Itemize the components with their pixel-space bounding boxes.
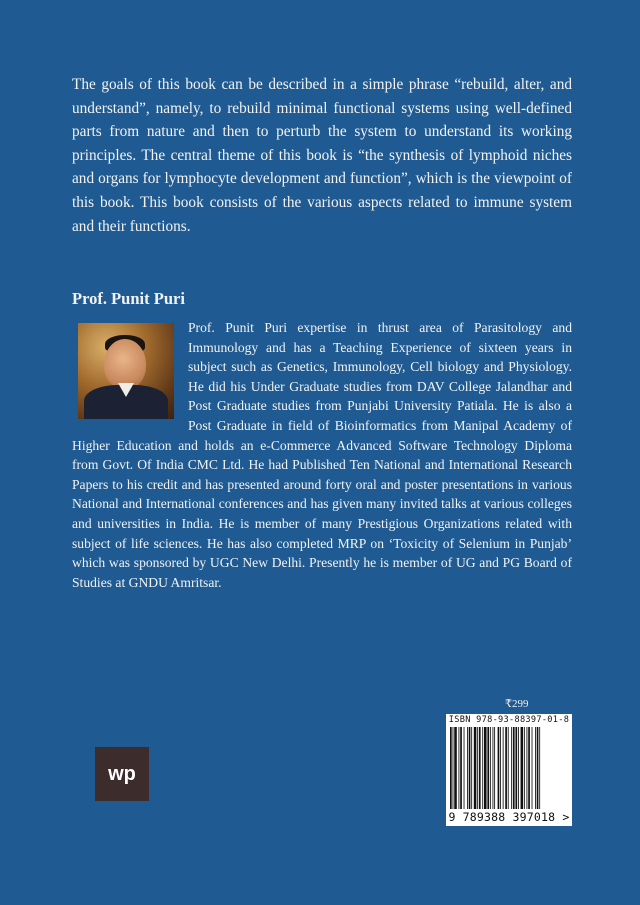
- barcode-bar: [460, 727, 462, 809]
- barcode-bar: [513, 727, 515, 809]
- barcode-bar: [474, 727, 477, 809]
- barcode-bar: [464, 727, 465, 809]
- barcode-bar: [518, 727, 519, 809]
- barcode-bar: [494, 727, 495, 809]
- barcode-bars: [450, 727, 568, 809]
- barcode-bar: [505, 727, 507, 809]
- barcode-bar: [500, 727, 501, 809]
- author-photo: [78, 323, 174, 419]
- barcode-bar: [482, 727, 483, 809]
- barcode-bar: [454, 727, 457, 809]
- author-bio: Prof. Punit Puri expertise in thrust area of Parasitology and Immunology and has a Teaching Experience of sixteen years in subject such as Genetics, Immunology, Cell biology and Physiology. He did his Under Graduate studies from DAV College Jalandhar and Post Graduate studies from Punjabi University Patiala. He is also a Post Graduate in field of Bioinformatics from Manipal Academy of Higher Education and holds an e-Commerce Advanced Software Technology Diploma from Govt. Of India CMC Ltd. He had Published Ten National and International Research Papers to his credit and has presented around forty oral and poster presentations in various National and International conferences and has given many invited talks at various colleges and universities in India. He is member of many Prestigious Organizations related with subject of life sciences. He has also completed MRP on ‘Toxicity of Selenium in Punjab’ which was sponsored by UGC New Delhi. Presently he is member of UG and PG Board of Studies at GNDU Amritsar.: [72, 320, 572, 590]
- barcode-bar: [467, 727, 468, 809]
- barcode-bar: [477, 727, 478, 809]
- barcode-bar: [490, 727, 491, 809]
- isbn-digits: 9 789388 397018 >: [448, 810, 570, 824]
- barcode-bar: [471, 727, 472, 809]
- isbn-label: ISBN 978-93-88397-01-8: [448, 715, 570, 725]
- barcode-bar: [469, 727, 471, 809]
- author-bio-block: [72, 318, 572, 592]
- barcode-bar: [493, 727, 494, 809]
- isbn-barcode: [446, 714, 572, 826]
- barcode-bar: [484, 727, 487, 809]
- barcode-bar: [539, 727, 540, 809]
- barcode-bar: [479, 727, 481, 809]
- barcode-bar: [532, 727, 533, 809]
- barcode-bar: [521, 727, 524, 809]
- author-name: Prof. Punit Puri: [72, 289, 185, 308]
- barcode-bar: [498, 727, 500, 809]
- barcode-bar: [508, 727, 509, 809]
- barcode-bar: [528, 727, 530, 809]
- barcode-bar: [527, 727, 528, 809]
- barcode-bar: [503, 727, 504, 809]
- barcode-bar: [487, 727, 489, 809]
- barcode-bar: [515, 727, 517, 809]
- price: ₹299: [505, 698, 529, 710]
- publisher-logo: [95, 747, 149, 801]
- barcode-bar: [450, 727, 452, 809]
- barcode-bar: [453, 727, 454, 809]
- barcode-bar: [537, 727, 539, 809]
- barcode-bar: [535, 727, 536, 809]
- publisher-logo-text: wp: [108, 762, 136, 785]
- barcode-bar: [459, 727, 460, 809]
- barcode-bar: [524, 727, 525, 809]
- book-description: The goals of this book can be described in a simple phrase “rebuild, alter, and understand”, namely, to rebuild minimal functional systems using well-defined parts from nature and then to perturb the system to understand its working principles. The central theme of this book is “the synthesis of lymphoid niches and organs for lymphocyte development and function”, which is the viewpoint of this book. This book consists of the various aspects related to immune system and their functions.: [72, 76, 572, 235]
- barcode-bar: [511, 727, 512, 809]
